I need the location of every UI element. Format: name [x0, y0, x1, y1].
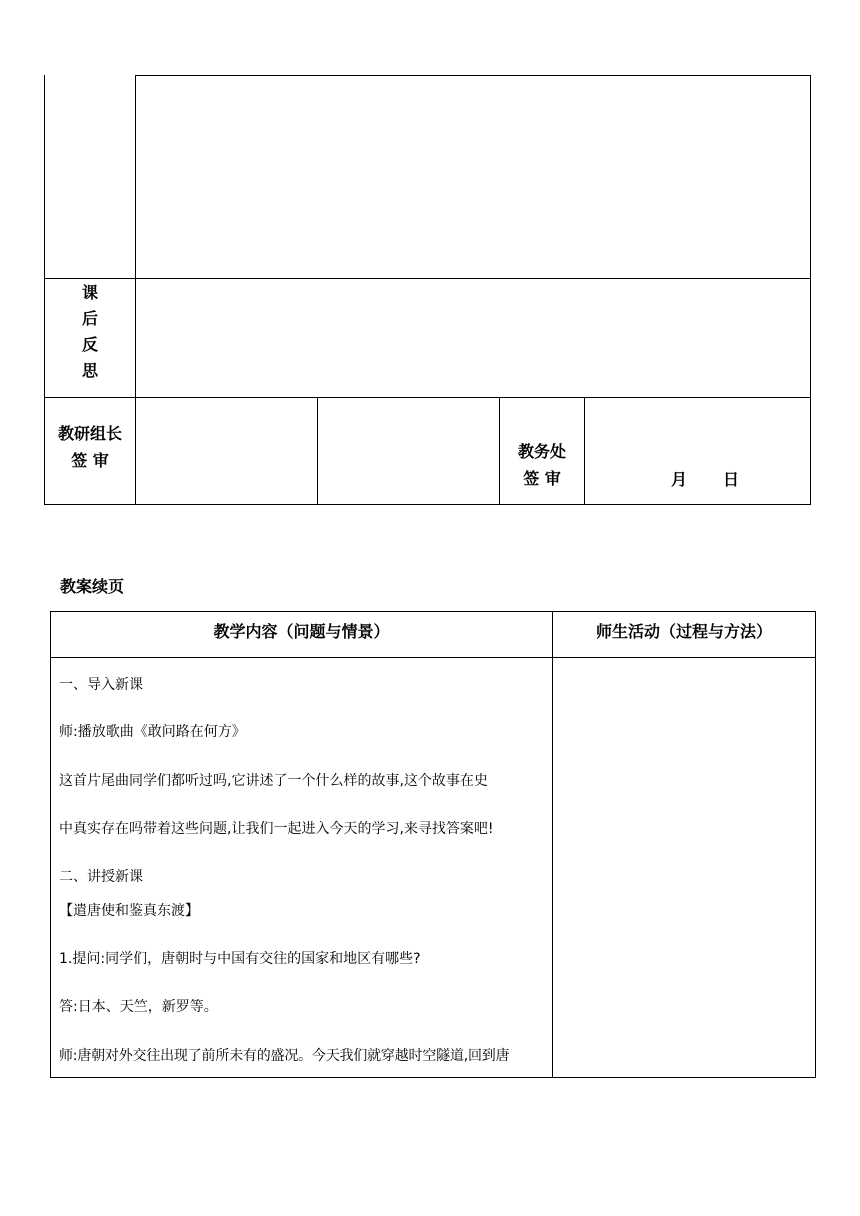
content-line: 一、导入新课 — [59, 677, 143, 693]
research-lead-label: 教研组长 签 审 — [57, 424, 122, 470]
table-border — [44, 397, 811, 398]
content-line: 这首片尾曲同学们都听过吗,它讲述了一个什么样的故事,这个故事在史 — [59, 773, 488, 789]
table-border — [317, 397, 318, 505]
content-line: 中真实存在吗带着这些问题,让我们一起进入今天的学习,来寻找答案吧! — [59, 821, 494, 837]
table-border — [135, 75, 136, 505]
table-border — [50, 611, 816, 612]
section-title: 教案续页 — [60, 577, 125, 596]
table-border — [50, 657, 816, 658]
header-activity: 师生活动（过程与方法） — [595, 622, 772, 641]
table-border — [44, 75, 45, 505]
content-line: 答:日本、天竺，新罗等。 — [59, 999, 218, 1015]
day-label: 日 — [723, 470, 740, 489]
month-label: 月 — [671, 470, 688, 489]
table-border — [44, 504, 811, 505]
content-line: 师:播放歌曲《敢问路在何方》 — [59, 724, 246, 740]
table-border — [50, 611, 51, 1078]
table-border — [552, 611, 553, 1078]
table-border — [815, 611, 816, 1078]
academic-office-label: 教务处 签 审 — [517, 442, 566, 488]
table-border — [499, 397, 500, 505]
content-line: 二、讲授新课 — [59, 869, 143, 885]
table-border — [810, 75, 811, 505]
content-line: 【遣唐使和鉴真东渡】 — [59, 903, 199, 919]
table-border — [50, 1077, 816, 1078]
table-border — [44, 278, 811, 279]
content-line: 师:唐朝对外交往出现了前所未有的盛况。今天我们就穿越时空隧道,回到唐 — [59, 1048, 510, 1064]
reflection-label: 课 后 反 思 — [81, 283, 98, 380]
table-border — [584, 397, 585, 505]
content-line: 1.提问:同学们，唐朝时与中国有交往的国家和地区有哪些? — [59, 951, 421, 967]
header-content: 教学内容（问题与情景） — [213, 622, 390, 641]
table-border — [135, 75, 811, 76]
